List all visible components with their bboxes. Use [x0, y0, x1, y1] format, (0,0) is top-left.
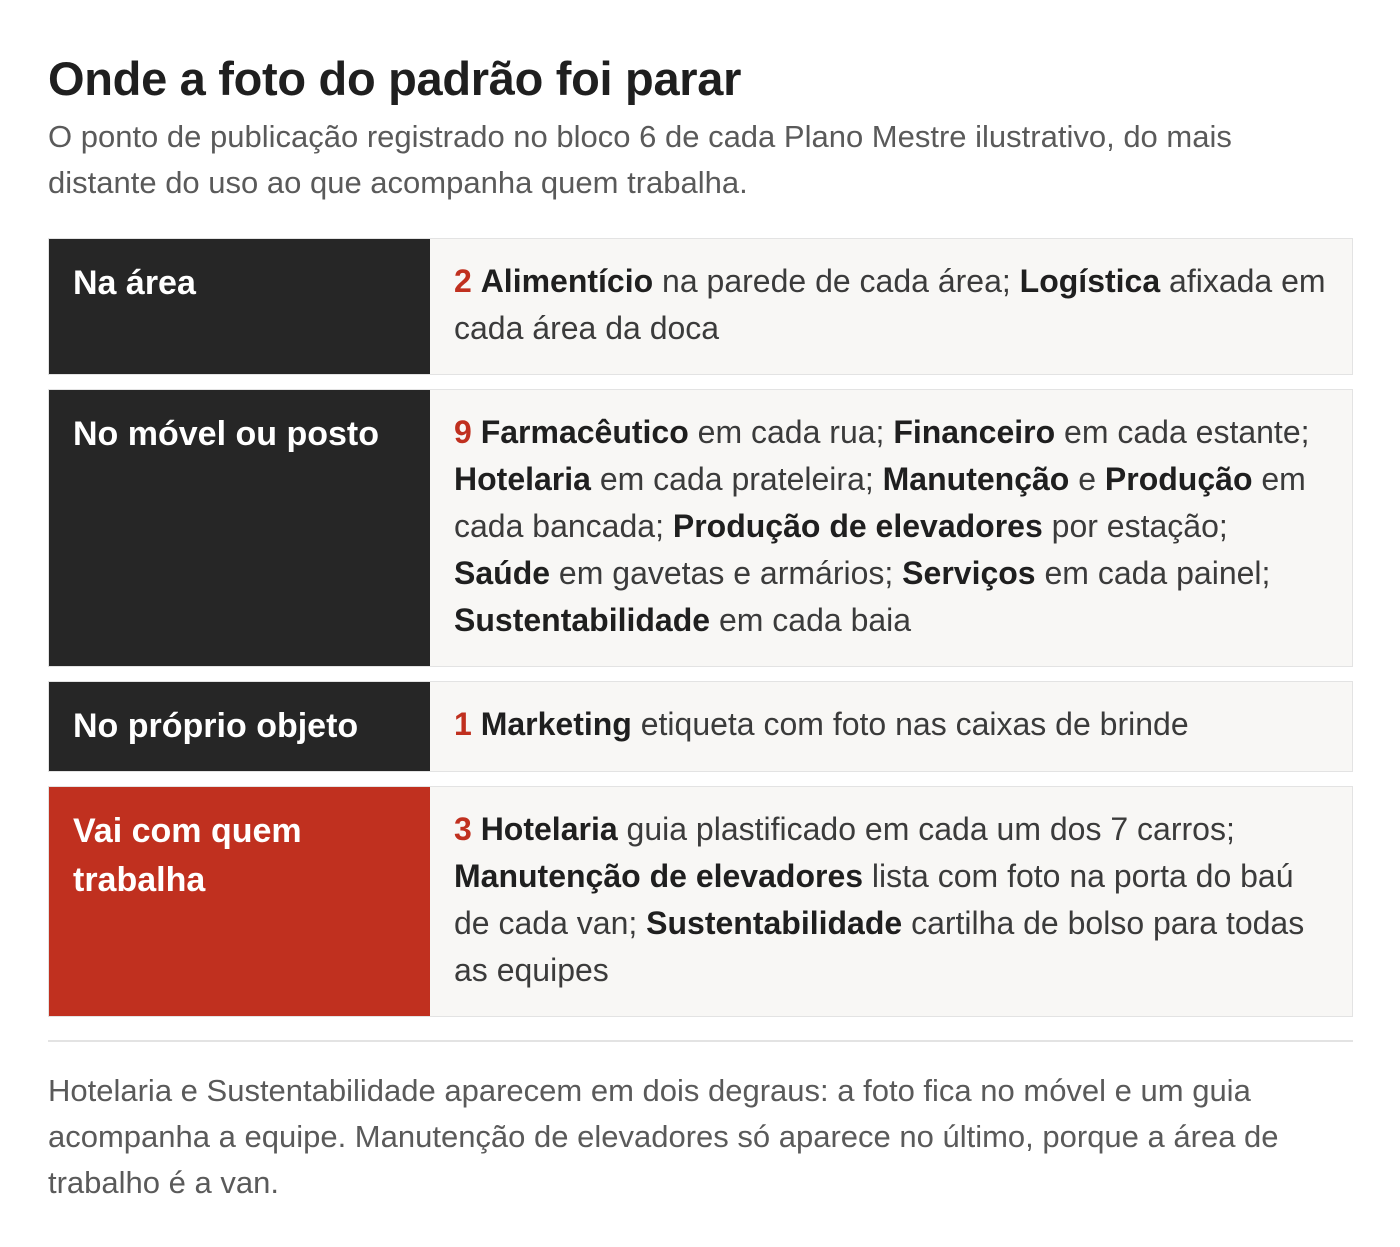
row-description [430, 682, 1352, 771]
location-text: em cada prateleira; [590, 461, 883, 497]
location-text: e [1069, 461, 1105, 497]
location-text: afixada em cada área da doca [454, 263, 1326, 346]
row-label: No móvel ou posto [49, 390, 430, 666]
row-label-highlighted: Vai com quem trabalha [49, 787, 430, 1016]
department-name: Serviços [902, 555, 1036, 591]
placement-row-object [48, 681, 1353, 772]
department-name: Produção [1104, 461, 1253, 497]
location-text: lista com foto na porta do baú de cada van; [454, 858, 1294, 941]
department-name: Hotelaria [454, 461, 591, 497]
page-subtitle: O ponto de publicação registrado no bloco 6 de cada Plano Mestre ilustrativo, do mais distante do uso ao que acompanha quem trabalha. [48, 119, 1232, 200]
row-label: No próprio objeto [49, 682, 430, 771]
placement-row-worker [48, 786, 1353, 1017]
footnote: Hotelaria e Sustentabilidade aparecem em dois degraus: a foto fica no móvel e um guia acompanha a equipe. Manutenção de elevadores só aparece no último, porque a área de trabalho é a van. [48, 1073, 1279, 1200]
row-description [430, 239, 1352, 374]
department-name: Saúde [454, 555, 551, 591]
count-number: 1 [454, 706, 472, 742]
location-text: em cada painel; [1035, 555, 1271, 591]
row-description [430, 787, 1352, 1016]
location-text: etiqueta com foto nas caixas de brinde [631, 706, 1189, 742]
department-name: Manutenção de elevadores [454, 858, 864, 894]
department-name: Farmacêutico [480, 414, 689, 450]
location-text: por estação; [1042, 508, 1228, 544]
location-text: em cada baia [710, 602, 912, 638]
count-number: 9 [454, 414, 472, 450]
location-text: na parede de cada área; [653, 263, 1020, 299]
department-name: Manutenção [882, 461, 1070, 497]
count-number: 2 [454, 263, 472, 299]
department-name: Financeiro [893, 414, 1056, 450]
location-text: em gavetas e armários; [550, 555, 903, 591]
placement-table [48, 238, 1353, 1017]
row-label: Na área [49, 239, 430, 374]
page-title: Onde a foto do padrão foi parar [48, 52, 742, 105]
row-description [430, 390, 1352, 666]
department-name: Sustentabilidade [646, 905, 903, 941]
divider [48, 1040, 1353, 1042]
placement-row-furniture [48, 389, 1353, 667]
location-text: guia plastificado em cada um dos 7 carros; [617, 811, 1235, 847]
placement-row-area [48, 238, 1353, 375]
location-text: em cada estante; [1055, 414, 1310, 450]
count-number: 3 [454, 811, 472, 847]
department-name: Produção de elevadores [672, 508, 1043, 544]
department-name: Hotelaria [480, 811, 618, 847]
location-text: em cada rua; [688, 414, 894, 450]
department-name: Logística [1019, 263, 1161, 299]
department-name: Marketing [480, 706, 632, 742]
department-name: Alimentício [480, 263, 654, 299]
location-text: cartilha de bolso para todas as equipes [454, 905, 1305, 988]
location-text: em cada bancada; [454, 461, 1306, 544]
department-name: Sustentabilidade [454, 602, 711, 638]
